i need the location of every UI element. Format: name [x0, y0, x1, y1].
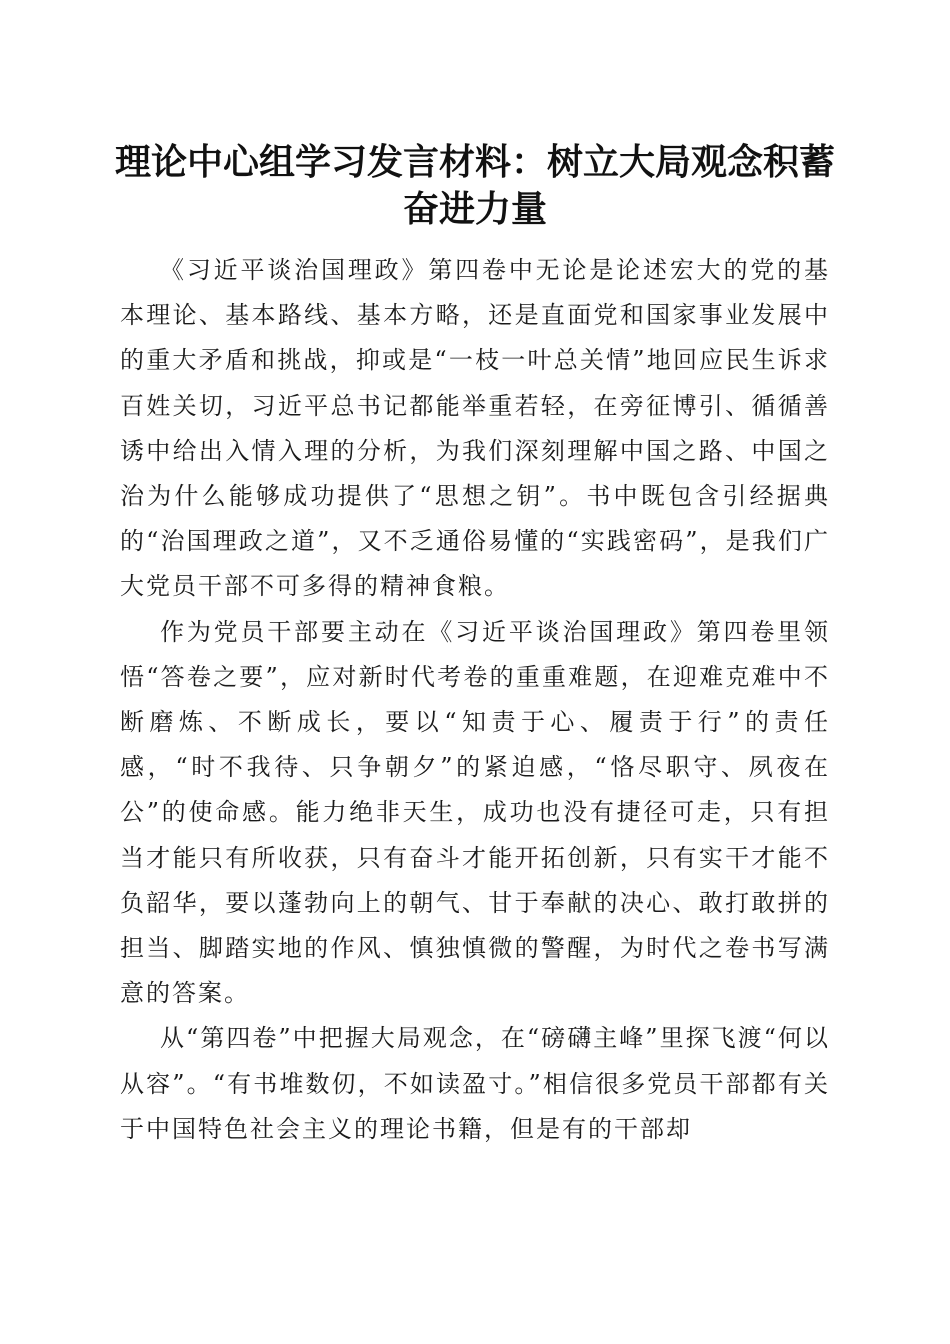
- paragraph-1: 《习近平谈治国理政》第四卷中无论是论述宏大的党的基本理论、基本路线、基本方略，还是直面党和国家事业发展中的重大矛盾和挑战，抑或是“一枝一叶总关情”地回应民生诉求百姓关切，习近平总书记都能举重若轻，在旁征博引、循循善诱中给出入情入理的分析，为我们深刻理解中国之路、中国之治为什么能够成功提供了“思想之钥”。书中既包含引经据典的“治国理政之道”，又不乏通俗易懂的“实践密码”，是我们广大党员干部不可多得的精神食粮。: [120, 256, 830, 601]
- document-body: [120, 248, 830, 1152]
- document-title-line-1: 理论中心组学习发言材料：树立大局观念积蓄: [114, 141, 835, 183]
- document-title-line-2: 奋进力量: [402, 188, 547, 230]
- paragraph-2: 作为党员干部要主动在《习近平谈治国理政》第四卷里领悟“答卷之要”，应对新时代考卷的重重难题，在迎难克难中不断磨炼、不断成长，要以“知责于心、履责于行”的责任感，“时不我待、只争朝夕”的紧迫感，“恪尽职守、夙夜在公”的使命感。能力绝非天生，成功也没有捷径可走，只有担当才能只有所收获，只有奋斗才能开拓创新，只有实干才能不负韶华，要以蓬勃向上的朝气、甘于奉献的决心、敢打敢拼的担当、脚踏实地的作风、慎独慎微的警醒，为时代之卷书写满意的答案。: [120, 617, 830, 1008]
- paragraph-3: 从“第四卷”中把握大局观念，在“磅礴主峰”里探飞渡“何以从容”。“有书堆数仞，不如读盈寸。”相信很多党员干部都有关于中国特色社会主义的理论书籍，但是有的干部却: [120, 1024, 830, 1143]
